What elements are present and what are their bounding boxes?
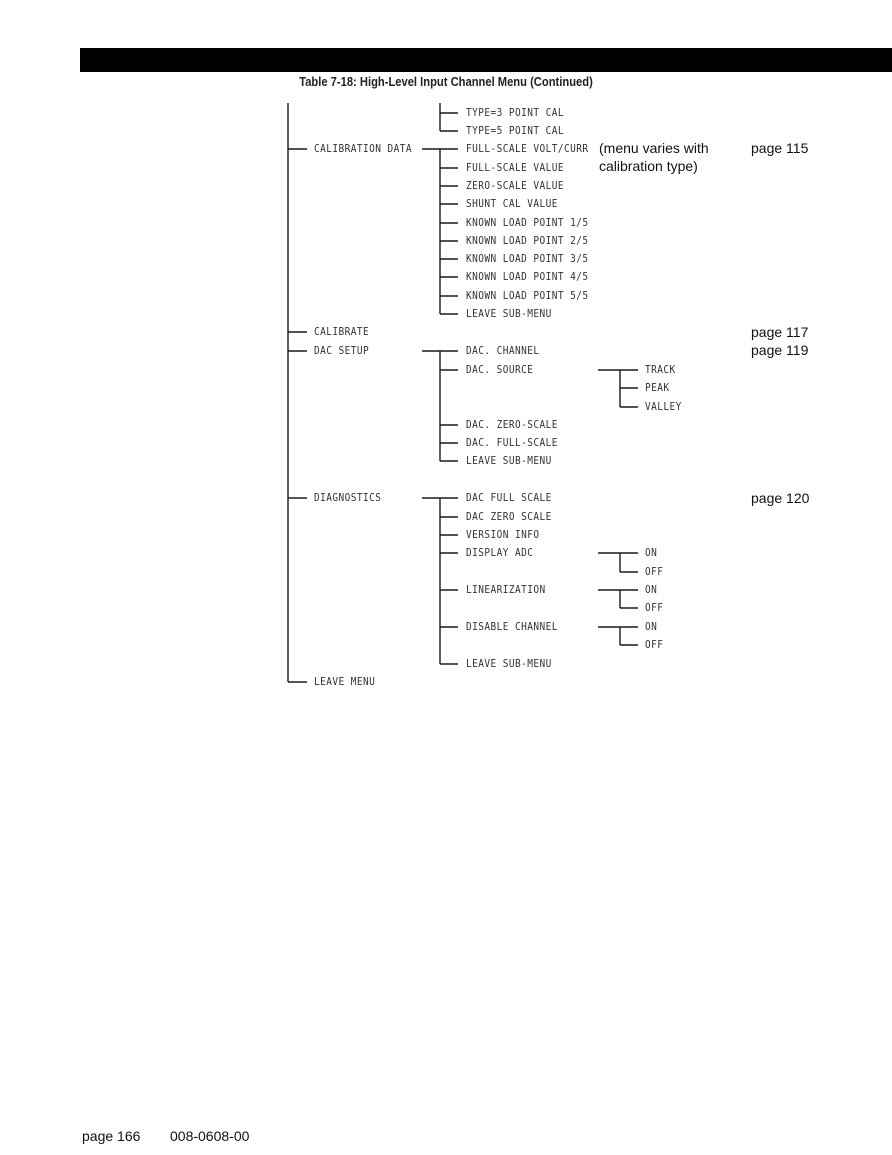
menu-item-dac: DAC. CHANNEL (466, 344, 540, 357)
menu-item-diag: VERSION INFO (466, 528, 540, 541)
menu-item-diag: DAC ZERO SCALE (466, 510, 552, 523)
menu-item-type-5-point-cal: TYPE=5 POINT CAL (466, 124, 565, 137)
page-ref-calibrate: page 117 (751, 324, 809, 340)
menu-item-cal: ZERO-SCALE VALUE (466, 179, 565, 192)
menu-item-calibration-data: CALIBRATION DATA (314, 142, 413, 155)
footer-doc-number: 008-0608-00 (170, 1128, 250, 1144)
menu-item-cal: KNOWN LOAD POINT 1/5 (466, 216, 589, 229)
menu-item-dac-setup: DAC SETUP (314, 344, 370, 357)
menu-item-diag: DISPLAY ADC (466, 546, 534, 559)
menu-item-diag: LEAVE SUB-MENU (466, 657, 552, 670)
menu-item-cal: FULL-SCALE VOLT/CURR (466, 142, 589, 155)
menu-item-dac: DAC. FULL-SCALE (466, 436, 558, 449)
menu-item-diag: DISABLE CHANNEL (466, 620, 558, 633)
menu-item-cal: KNOWN LOAD POINT 5/5 (466, 289, 589, 302)
option-off: OFF (645, 565, 664, 578)
menu-item-dac: DAC. SOURCE (466, 363, 534, 376)
table-title: Table 7-18: High-Level Input Channel Menu (Continued) (299, 74, 593, 89)
menu-item-cal: KNOWN LOAD POINT 3/5 (466, 252, 589, 265)
page-ref-dac-setup: page 119 (751, 342, 809, 358)
option-off: OFF (645, 601, 664, 614)
menu-item-dac: DAC. ZERO-SCALE (466, 418, 558, 431)
menu-item-diagnostics: DIAGNOSTICS (314, 491, 382, 504)
menu-item-diag: DAC FULL SCALE (466, 491, 552, 504)
footer-page-number: page 166 (82, 1128, 141, 1144)
menu-item-dac-source: PEAK (645, 381, 670, 394)
menu-item-cal: LEAVE SUB-MENU (466, 307, 552, 320)
menu-item-calibrate: CALIBRATE (314, 325, 370, 338)
page-ref-diagnostics: page 120 (751, 490, 810, 506)
menu-item-cal: FULL-SCALE VALUE (466, 161, 565, 174)
option-on: ON (645, 583, 658, 596)
menu-item-cal: KNOWN LOAD POINT 4/5 (466, 270, 589, 283)
menu-item-diag: LINEARIZATION (466, 583, 546, 596)
option-on: ON (645, 620, 658, 633)
page-ref-calibration-data: page 115 (751, 140, 809, 156)
menu-item-dac-source: TRACK (645, 363, 676, 376)
menu-item-dac: LEAVE SUB-MENU (466, 454, 552, 467)
menu-item-leave-menu: LEAVE MENU (314, 675, 376, 688)
menu-item-cal: SHUNT CAL VALUE (466, 197, 558, 210)
option-on: ON (645, 546, 658, 559)
calibration-note-line2: calibration type) (599, 158, 698, 174)
menu-item-cal: KNOWN LOAD POINT 2/5 (466, 234, 589, 247)
menu-item-dac-source: VALLEY (645, 400, 682, 413)
menu-item-type-3-point-cal: TYPE=3 POINT CAL (466, 106, 565, 119)
option-off: OFF (645, 638, 664, 651)
calibration-note-line1: (menu varies with (599, 140, 709, 156)
